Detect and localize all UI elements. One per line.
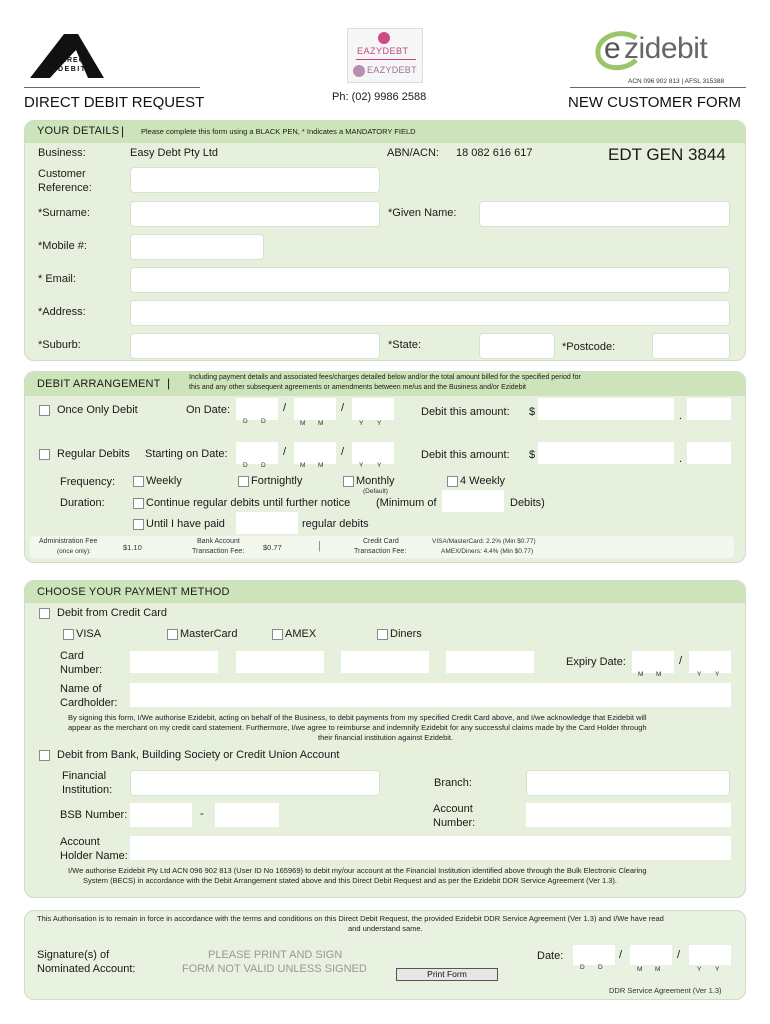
duration-label: Duration: bbox=[60, 497, 105, 509]
once-y2: Y bbox=[377, 420, 382, 427]
postcode-field[interactable] bbox=[652, 333, 730, 359]
expiry-label: Expiry Date: bbox=[566, 656, 626, 668]
reg-amount-label: Debit this amount: bbox=[421, 449, 510, 461]
card-auth-line2: appear as the merchant on my credit card statement. Furthermore, I/we agree to reimburse and indemnify Ezidebit for any successful claims made by the Card Holder through bbox=[68, 723, 647, 732]
card-fee-sub: Transaction Fee: bbox=[354, 548, 407, 555]
fin-inst-label: Financial Institution: bbox=[62, 770, 113, 796]
email-field[interactable] bbox=[130, 267, 730, 293]
expiry-y1: Y bbox=[697, 671, 702, 678]
bank-checkbox[interactable] bbox=[39, 750, 50, 761]
branch-label: Branch: bbox=[434, 777, 472, 789]
bsb-label: BSB Number: bbox=[60, 809, 128, 821]
cardholder-label: Name of Cardholder: bbox=[60, 683, 118, 709]
your-details-pipe: | bbox=[121, 124, 125, 138]
bsb-group-2[interactable] bbox=[215, 803, 279, 827]
credit-card-checkbox[interactable] bbox=[39, 608, 50, 619]
logo-text-debit: DEBIT bbox=[58, 66, 87, 73]
sig-y2: Y bbox=[715, 966, 720, 973]
reg-m2: M bbox=[318, 462, 324, 469]
account-number-field[interactable] bbox=[526, 803, 731, 827]
sig-date-year[interactable] bbox=[689, 945, 731, 965]
card-fee-label: Credit Card bbox=[363, 538, 399, 545]
until-paid-field[interactable] bbox=[236, 512, 298, 534]
sig-date-label: Date: bbox=[537, 950, 564, 962]
sig-date-slash-2: / bbox=[677, 949, 681, 961]
fee-pipe: | bbox=[318, 540, 321, 552]
payment-title: CHOOSE YOUR PAYMENT METHOD bbox=[37, 586, 230, 598]
expiry-slash: / bbox=[679, 655, 683, 667]
phone: Ph: (02) 9986 2588 bbox=[332, 91, 427, 103]
reg-amount-field[interactable] bbox=[538, 442, 674, 464]
business-value: Easy Debt Pty Ltd bbox=[130, 147, 219, 159]
sig-d2: D bbox=[598, 964, 603, 971]
once-m1: M bbox=[300, 420, 306, 427]
regular-label: Regular Debits bbox=[57, 448, 130, 460]
reg-date-slash-1: / bbox=[283, 446, 287, 458]
sig-m1: M bbox=[637, 966, 643, 973]
diners-checkbox[interactable] bbox=[377, 629, 388, 640]
amex-fee: AMEX/Diners: 4.4% (Min $0.77) bbox=[441, 548, 534, 555]
business-label: Business: bbox=[38, 147, 86, 159]
once-date-year[interactable] bbox=[352, 398, 394, 420]
bank-fee-value: $0.77 bbox=[263, 543, 282, 552]
expiry-m2: M bbox=[656, 671, 662, 678]
not-valid-text: FORM NOT VALID UNLESS SIGNED bbox=[182, 963, 367, 975]
address-field[interactable] bbox=[130, 300, 730, 326]
sig-y1: Y bbox=[697, 966, 702, 973]
eazydebt-text-bottom: EAZYDEBT bbox=[367, 65, 417, 75]
state-label: *State: bbox=[388, 339, 422, 351]
until-paid-label: Until I have paid bbox=[146, 518, 225, 530]
footer-version: DDR Service Agreement (Ver 1.3) bbox=[609, 986, 722, 995]
frequency-label: Frequency: bbox=[60, 476, 116, 488]
visa-label: VISA bbox=[76, 628, 102, 640]
diners-label: Diners bbox=[390, 628, 422, 640]
once-amount-field[interactable] bbox=[538, 398, 674, 420]
mastercard-label: MasterCard bbox=[180, 628, 238, 640]
sig-date-slash-1: / bbox=[619, 949, 623, 961]
admin-fee-label: Administration Fee bbox=[39, 538, 98, 545]
eazydebt-divider bbox=[356, 59, 416, 60]
amex-checkbox[interactable] bbox=[272, 629, 283, 640]
account-number-label: Account Number: bbox=[433, 803, 476, 829]
debit-arrangement-bar bbox=[25, 372, 745, 396]
visa-fee: VISA/MasterCard: 2.2% (Min $0.77) bbox=[432, 538, 536, 545]
given-name-field[interactable] bbox=[479, 201, 730, 227]
once-d2: D bbox=[261, 418, 266, 425]
surname-label: *Surname: bbox=[38, 207, 90, 219]
weekly-checkbox[interactable] bbox=[133, 476, 144, 487]
print-sign-text: PLEASE PRINT AND SIGN bbox=[208, 949, 343, 961]
postcode-label: *Postcode: bbox=[562, 341, 616, 353]
header-right-rule bbox=[570, 87, 746, 88]
reg-date-slash-2: / bbox=[341, 446, 345, 458]
once-date-slash-2: / bbox=[341, 402, 345, 414]
expiry-m1: M bbox=[638, 671, 644, 678]
once-dollar: $ bbox=[529, 406, 536, 418]
account-holder-field[interactable] bbox=[130, 836, 731, 860]
continue-label: Continue regular debits until further notice bbox=[146, 497, 351, 509]
regular-debits-label: regular debits bbox=[302, 518, 369, 530]
your-details-bar bbox=[25, 121, 745, 143]
expiry-month[interactable] bbox=[632, 651, 674, 673]
ezidebit-wordmark: zidebit bbox=[624, 32, 708, 65]
debit-arrangement-title: DEBIT ARRANGEMENT bbox=[37, 378, 161, 390]
header-left-rule bbox=[24, 87, 200, 88]
debit-note-line1: Including payment details and associated fees/charges detailed below and/or the total amount billed for the specified period for bbox=[189, 374, 581, 381]
card-number-group-2[interactable] bbox=[236, 651, 324, 673]
reg-amount-dot: . bbox=[679, 453, 683, 465]
once-only-checkbox[interactable] bbox=[39, 405, 50, 416]
starting-label: Starting on Date: bbox=[145, 448, 228, 460]
once-only-label: Once Only Debit bbox=[57, 404, 138, 416]
bsb-group-1[interactable] bbox=[130, 803, 192, 827]
left-title: DIRECT DEBIT REQUEST bbox=[24, 94, 205, 111]
weekly-label: Weekly bbox=[146, 475, 182, 487]
customer-ref-label: Customer Reference: bbox=[38, 168, 92, 194]
sig-date-day[interactable] bbox=[573, 945, 615, 965]
monthly-default-note: (Default) bbox=[363, 488, 388, 495]
eazydebt-circle-icon-2 bbox=[353, 65, 365, 77]
amex-label: AMEX bbox=[285, 628, 317, 640]
given-name-label: *Given Name: bbox=[388, 207, 457, 219]
sig-d1: D bbox=[580, 964, 585, 971]
expiry-y2: Y bbox=[715, 671, 720, 678]
reg-d2: D bbox=[261, 462, 266, 469]
direct-debit-logo bbox=[28, 30, 108, 80]
surname-field[interactable] bbox=[130, 201, 380, 227]
once-date-month[interactable] bbox=[294, 398, 336, 420]
fortnightly-label: Fortnightly bbox=[251, 475, 303, 487]
reg-m1: M bbox=[300, 462, 306, 469]
once-amount-dot: . bbox=[679, 410, 683, 422]
abn-label: ABN/ACN: bbox=[387, 147, 439, 159]
credit-card-label: Debit from Credit Card bbox=[57, 607, 168, 619]
reg-cents-field[interactable] bbox=[687, 442, 731, 464]
card-auth-line3: their financial institution against Ezidebit. bbox=[318, 733, 454, 742]
expiry-year[interactable] bbox=[689, 651, 731, 673]
once-date-day[interactable] bbox=[236, 398, 278, 420]
debits-label: Debits) bbox=[510, 497, 545, 509]
bank-auth-line1: I/We authorise Ezidebit Pty Ltd ACN 096 902 813 (User ID No 165969) to debit my/our account at the Financial Institution identified above through the Bulk Electronic Clearing bbox=[68, 866, 647, 875]
card-number-group-1[interactable] bbox=[130, 651, 218, 673]
sig-date-month[interactable] bbox=[630, 945, 672, 965]
reg-dollar: $ bbox=[529, 449, 536, 461]
reg-date-month[interactable] bbox=[294, 442, 336, 464]
print-form-button[interactable]: Print Form bbox=[396, 968, 498, 981]
authorisation-line1: This Authorisation is to remain in force in accordance with the terms and conditions on this Direct Debit Request, the provided Ezidebit DDR Service Agreement (Ver 1.3) and I/We have read bbox=[37, 914, 664, 923]
bank-fee-label: Bank Account bbox=[197, 538, 240, 545]
fin-inst-field[interactable] bbox=[130, 770, 380, 796]
regular-checkbox[interactable] bbox=[39, 449, 50, 460]
card-number-group-3[interactable] bbox=[341, 651, 429, 673]
abn-value: 18 082 616 617 bbox=[456, 147, 533, 159]
reg-y1: Y bbox=[359, 462, 364, 469]
admin-fee-value: $1.10 bbox=[123, 543, 142, 552]
continue-checkbox[interactable] bbox=[133, 498, 144, 509]
your-details-instruction: Please complete this form using a BLACK PEN, * Indicates a MANDATORY FIELD bbox=[141, 127, 416, 136]
ezidebit-logo bbox=[590, 30, 750, 74]
minimum-debits-field[interactable] bbox=[442, 490, 504, 512]
eazydebt-logo bbox=[347, 28, 423, 83]
monthly-label: Monthly bbox=[356, 475, 395, 487]
reg-y2: Y bbox=[377, 462, 382, 469]
card-auth-line1: By signing this form, I/We authorise Ezidebit, acting on behalf of the Business, to debit payments from my specified Credit Card above, and I/we acknowledge that Ezidebit will bbox=[68, 713, 647, 722]
once-d1: D bbox=[243, 418, 248, 425]
your-details-title: YOUR DETAILS bbox=[37, 125, 120, 137]
eazydebt-circle-icon bbox=[378, 32, 390, 44]
bsb-dash: - bbox=[200, 808, 204, 820]
payment-bar bbox=[25, 581, 745, 603]
debit-arrangement-pipe: | bbox=[167, 376, 171, 390]
four-weekly-label: 4 Weekly bbox=[460, 475, 506, 487]
suburb-field[interactable] bbox=[130, 333, 380, 359]
branch-field[interactable] bbox=[526, 770, 730, 796]
state-field[interactable] bbox=[479, 333, 555, 359]
once-m2: M bbox=[318, 420, 324, 427]
signature-label-1: Signature(s) of bbox=[37, 949, 110, 961]
signature-label-2: Nominated Account: bbox=[37, 963, 136, 975]
customer-code: EDT GEN 3844 bbox=[608, 145, 726, 164]
right-title: NEW CUSTOMER FORM bbox=[568, 94, 742, 111]
address-label: *Address: bbox=[38, 306, 86, 318]
debit-note-line2: this and any other subsequent agreements or amendments between me/us and the Business and/or Ezidebit bbox=[189, 384, 526, 391]
monthly-checkbox[interactable] bbox=[343, 476, 354, 487]
cardholder-field[interactable] bbox=[130, 683, 731, 707]
until-paid-checkbox[interactable] bbox=[133, 519, 144, 530]
card-number-group-4[interactable] bbox=[446, 651, 534, 673]
email-label: * Email: bbox=[38, 273, 76, 285]
ezidebit-e: e bbox=[604, 32, 621, 65]
acn-line: ACN 096 902 813 | AFSL 315388 bbox=[628, 78, 725, 85]
admin-fee-sub: (once only): bbox=[57, 548, 91, 555]
four-weekly-checkbox[interactable] bbox=[447, 476, 458, 487]
suburb-label: *Suburb: bbox=[38, 339, 81, 351]
authorisation-line2: and understand same. bbox=[348, 924, 423, 933]
eazydebt-text-top: EAZYDEBT bbox=[357, 46, 409, 56]
once-amount-label: Debit this amount: bbox=[421, 406, 510, 418]
once-cents-field[interactable] bbox=[687, 398, 731, 420]
card-number-label: Card Number: bbox=[60, 650, 103, 676]
sig-m2: M bbox=[655, 966, 661, 973]
bank-auth-line2: System (BECS) in accordance with the Debit Arrangement stated above and this Direct Debit Request and as per the Ezidebit DDR Service Agreement (Ver 1.3). bbox=[83, 876, 618, 885]
mobile-label: *Mobile #: bbox=[38, 240, 87, 252]
mobile-field[interactable] bbox=[130, 234, 264, 260]
mastercard-checkbox[interactable] bbox=[167, 629, 178, 640]
visa-checkbox[interactable] bbox=[63, 629, 74, 640]
logo-text-direct: DIRECT bbox=[58, 57, 91, 64]
account-holder-label: Account Holder Name: bbox=[60, 836, 128, 862]
reg-date-day[interactable] bbox=[236, 442, 278, 464]
on-date-label: On Date: bbox=[186, 404, 231, 416]
minimum-label: (Minimum of bbox=[376, 497, 437, 509]
once-date-slash-1: / bbox=[283, 402, 287, 414]
bank-fee-sub: Transaction Fee: bbox=[192, 548, 245, 555]
once-y1: Y bbox=[359, 420, 364, 427]
bank-label: Debit from Bank, Building Society or Credit Union Account bbox=[57, 749, 340, 761]
reg-d1: D bbox=[243, 462, 248, 469]
customer-ref-field[interactable] bbox=[130, 167, 380, 193]
reg-date-year[interactable] bbox=[352, 442, 394, 464]
fortnightly-checkbox[interactable] bbox=[238, 476, 249, 487]
